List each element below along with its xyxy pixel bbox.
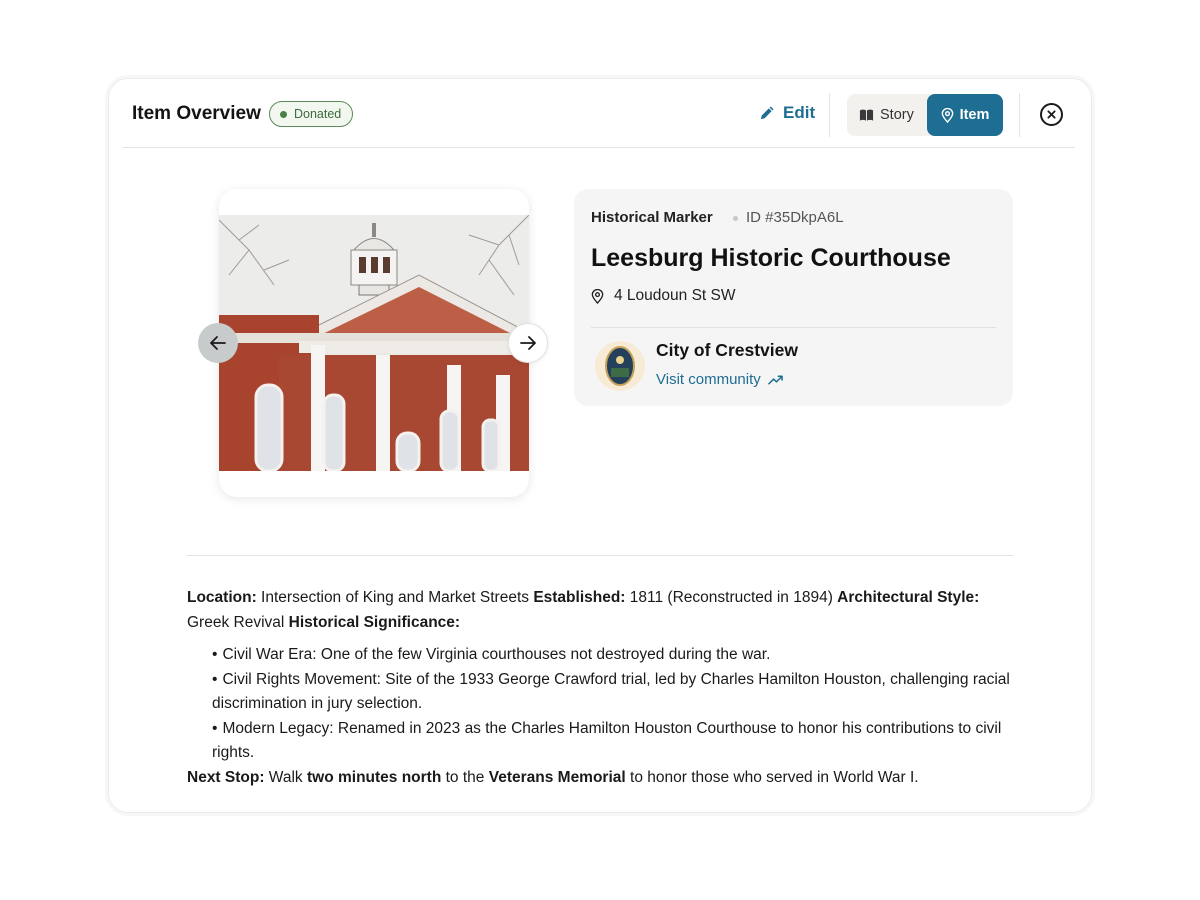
next-stop-text: to honor those who served in World War I. bbox=[625, 768, 919, 786]
significance-list bbox=[187, 643, 1017, 766]
visit-community-label: Visit community bbox=[656, 371, 761, 388]
item-description bbox=[187, 586, 1017, 790]
style-value: Greek Revival bbox=[187, 613, 289, 631]
community-name: City of Crestview bbox=[656, 340, 798, 360]
gallery-next-button[interactable] bbox=[508, 323, 548, 363]
map-pin-icon bbox=[941, 108, 954, 123]
arrow-right-icon bbox=[519, 335, 537, 351]
list-item: • Modern Legacy: Renamed in 2023 as the Charles Hamilton Houston Courthouse to honor his contributions to civil rights. bbox=[212, 717, 1017, 766]
item-address bbox=[591, 287, 736, 305]
header-bar bbox=[123, 79, 1075, 148]
close-button[interactable] bbox=[1040, 103, 1063, 126]
header-divider bbox=[1019, 93, 1020, 137]
next-stop-destination: Veterans Memorial bbox=[488, 768, 626, 786]
tab-item[interactable] bbox=[927, 94, 1003, 136]
location-label: Location: bbox=[187, 589, 257, 606]
next-stop bbox=[187, 766, 1017, 791]
tab-item-label: Item bbox=[959, 107, 990, 123]
list-item: • Civil Rights Movement: Site of the 1933 George Crawford trial, led by Charles Hamilton Houston, challenging racial discrimination in jury selection. bbox=[212, 668, 1017, 717]
gallery-prev-button[interactable] bbox=[198, 323, 238, 363]
location-value: Intersection of King and Market Streets bbox=[256, 589, 534, 606]
next-stop-label: Next Stop: bbox=[187, 768, 265, 786]
style-label: Architectural Style: bbox=[837, 589, 980, 606]
next-stop-text: to the bbox=[441, 768, 489, 786]
city-seal-icon bbox=[605, 346, 635, 386]
book-icon bbox=[859, 108, 874, 122]
view-toggle bbox=[847, 94, 1003, 136]
page-title: Item Overview bbox=[132, 103, 261, 124]
established-label: Established: bbox=[533, 589, 626, 606]
item-info-panel bbox=[574, 189, 1013, 406]
item-id: ID #35DkpA6L bbox=[746, 209, 844, 226]
status-dot-icon bbox=[280, 111, 287, 118]
next-stop-text: Walk bbox=[264, 768, 307, 786]
item-address-text: 4 Loudoun St SW bbox=[614, 287, 736, 304]
list-item: • Civil War Era: One of the few Virginia courthouses not destroyed during the war. bbox=[212, 643, 1017, 668]
visit-community-link[interactable] bbox=[656, 371, 783, 388]
edit-button-label: Edit bbox=[783, 103, 816, 122]
image-gallery bbox=[219, 189, 529, 497]
edit-button[interactable] bbox=[759, 103, 815, 123]
item-name: Leesburg Historic Courthouse bbox=[591, 244, 951, 272]
pencil-icon bbox=[759, 106, 774, 121]
status-badge bbox=[269, 101, 353, 127]
separator-dot bbox=[733, 216, 738, 221]
header-divider bbox=[829, 93, 830, 137]
tab-story[interactable] bbox=[859, 94, 914, 136]
close-icon bbox=[1047, 110, 1056, 119]
info-divider bbox=[591, 327, 996, 328]
arrow-left-icon bbox=[209, 335, 227, 351]
courthouse-photo bbox=[219, 215, 529, 471]
established-value: 1811 (Reconstructed in 1894) bbox=[625, 589, 838, 606]
item-overview-card bbox=[108, 78, 1092, 813]
tab-story-label: Story bbox=[880, 107, 914, 123]
community-seal bbox=[595, 341, 645, 391]
description-summary bbox=[187, 586, 1017, 635]
item-category: Historical Marker bbox=[591, 209, 713, 226]
status-badge-label: Donated bbox=[294, 107, 342, 121]
next-stop-distance: two minutes north bbox=[306, 768, 442, 786]
trending-up-icon bbox=[768, 375, 783, 385]
content-divider bbox=[187, 555, 1013, 556]
significance-label: Historical Significance: bbox=[288, 613, 461, 631]
location-pin-icon bbox=[591, 289, 604, 304]
